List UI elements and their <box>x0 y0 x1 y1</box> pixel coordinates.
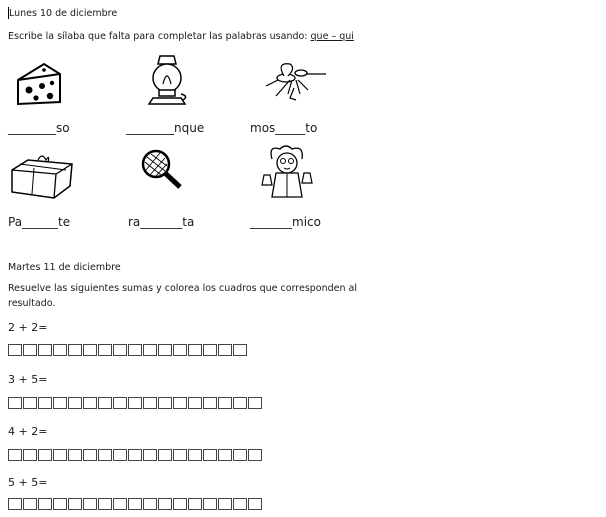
answer-boxes-1[interactable] <box>8 344 248 356</box>
answer-box[interactable] <box>143 498 157 510</box>
answer-box[interactable] <box>53 449 67 461</box>
answer-box[interactable] <box>203 344 217 356</box>
answer-box[interactable] <box>188 498 202 510</box>
answer-box[interactable] <box>68 449 82 461</box>
answer-boxes-2[interactable] <box>8 397 263 409</box>
answer-box[interactable] <box>203 449 217 461</box>
answer-box[interactable] <box>38 498 52 510</box>
answer-box[interactable] <box>113 344 127 356</box>
answer-box[interactable] <box>173 449 187 461</box>
answer-box[interactable] <box>113 449 127 461</box>
answer-box[interactable] <box>188 397 202 409</box>
answer-boxes-3[interactable] <box>8 449 263 461</box>
answer-box[interactable] <box>248 498 262 510</box>
answer-box[interactable] <box>248 397 262 409</box>
sum-label-2: 3 + 5= <box>8 373 48 386</box>
lamp-icon <box>145 50 189 108</box>
answer-box[interactable] <box>8 498 22 510</box>
answer-box[interactable] <box>218 449 232 461</box>
answer-box[interactable] <box>173 397 187 409</box>
chemist-icon <box>256 143 320 201</box>
answer-box[interactable] <box>158 449 172 461</box>
answer-box[interactable] <box>158 498 172 510</box>
answer-box[interactable] <box>203 397 217 409</box>
answer-box[interactable] <box>68 344 82 356</box>
answer-box[interactable] <box>98 344 112 356</box>
word-blank-2: ________nque <box>126 121 205 135</box>
package-icon <box>8 152 76 202</box>
answer-box[interactable] <box>128 344 142 356</box>
answer-box[interactable] <box>188 449 202 461</box>
answer-box[interactable] <box>38 397 52 409</box>
cheese-icon <box>14 58 64 110</box>
answer-box[interactable] <box>23 498 37 510</box>
answer-box[interactable] <box>53 498 67 510</box>
answer-box[interactable] <box>128 397 142 409</box>
sum-label-1: 2 + 2= <box>8 321 48 334</box>
answer-box[interactable] <box>143 344 157 356</box>
sum-label-3: 4 + 2= <box>8 425 48 438</box>
answer-box[interactable] <box>188 344 202 356</box>
mosquito-icon <box>256 60 328 104</box>
tuesday-instruction-line1: Resuelve las siguientes sumas y colorea los cuadros que corresponden al <box>8 283 358 294</box>
answer-box[interactable] <box>8 344 22 356</box>
answer-box[interactable] <box>38 449 52 461</box>
answer-box[interactable] <box>218 397 232 409</box>
answer-box[interactable] <box>158 344 172 356</box>
answer-box[interactable] <box>173 498 187 510</box>
answer-box[interactable] <box>68 397 82 409</box>
word-blank-1: ________so <box>8 121 70 135</box>
answer-box[interactable] <box>158 397 172 409</box>
tuesday-instruction-line2: resultado. <box>8 298 56 309</box>
answer-box[interactable] <box>23 344 37 356</box>
word-blank-3: mos_____to <box>250 121 318 135</box>
tuesday-date: Martes 11 de diciembre <box>8 262 121 273</box>
answer-box[interactable] <box>128 498 142 510</box>
monday-date: Lunes 10 de diciembre <box>9 8 118 19</box>
answer-box[interactable] <box>233 498 247 510</box>
answer-box[interactable] <box>23 449 37 461</box>
answer-box[interactable] <box>98 449 112 461</box>
answer-box[interactable] <box>53 397 67 409</box>
racket-icon <box>138 148 188 192</box>
answer-box[interactable] <box>38 344 52 356</box>
answer-boxes-4[interactable] <box>8 498 263 510</box>
answer-box[interactable] <box>53 344 67 356</box>
answer-box[interactable] <box>128 449 142 461</box>
answer-box[interactable] <box>248 449 262 461</box>
answer-box[interactable] <box>143 449 157 461</box>
answer-box[interactable] <box>83 449 97 461</box>
answer-box[interactable] <box>218 344 232 356</box>
instruction-text: Escribe la sílaba que falta para completar las palabras usando: <box>8 31 311 42</box>
answer-box[interactable] <box>83 397 97 409</box>
answer-box[interactable] <box>8 449 22 461</box>
answer-box[interactable] <box>68 498 82 510</box>
answer-box[interactable] <box>83 498 97 510</box>
answer-box[interactable] <box>233 449 247 461</box>
answer-box[interactable] <box>113 498 127 510</box>
answer-box[interactable] <box>233 344 247 356</box>
word-blank-4: Pa______te <box>8 215 71 229</box>
answer-box[interactable] <box>218 498 232 510</box>
answer-box[interactable] <box>173 344 187 356</box>
instruction-syllables: que – qui <box>310 31 354 42</box>
answer-box[interactable] <box>98 498 112 510</box>
word-blank-5: ra_______ta <box>128 215 195 229</box>
answer-box[interactable] <box>143 397 157 409</box>
word-blank-6: _______mico <box>250 215 321 229</box>
monday-instruction <box>8 31 354 42</box>
sum-label-4: 5 + 5= <box>8 476 48 489</box>
answer-box[interactable] <box>233 397 247 409</box>
answer-box[interactable] <box>113 397 127 409</box>
answer-box[interactable] <box>83 344 97 356</box>
answer-box[interactable] <box>203 498 217 510</box>
answer-box[interactable] <box>98 397 112 409</box>
answer-box[interactable] <box>23 397 37 409</box>
answer-box[interactable] <box>8 397 22 409</box>
